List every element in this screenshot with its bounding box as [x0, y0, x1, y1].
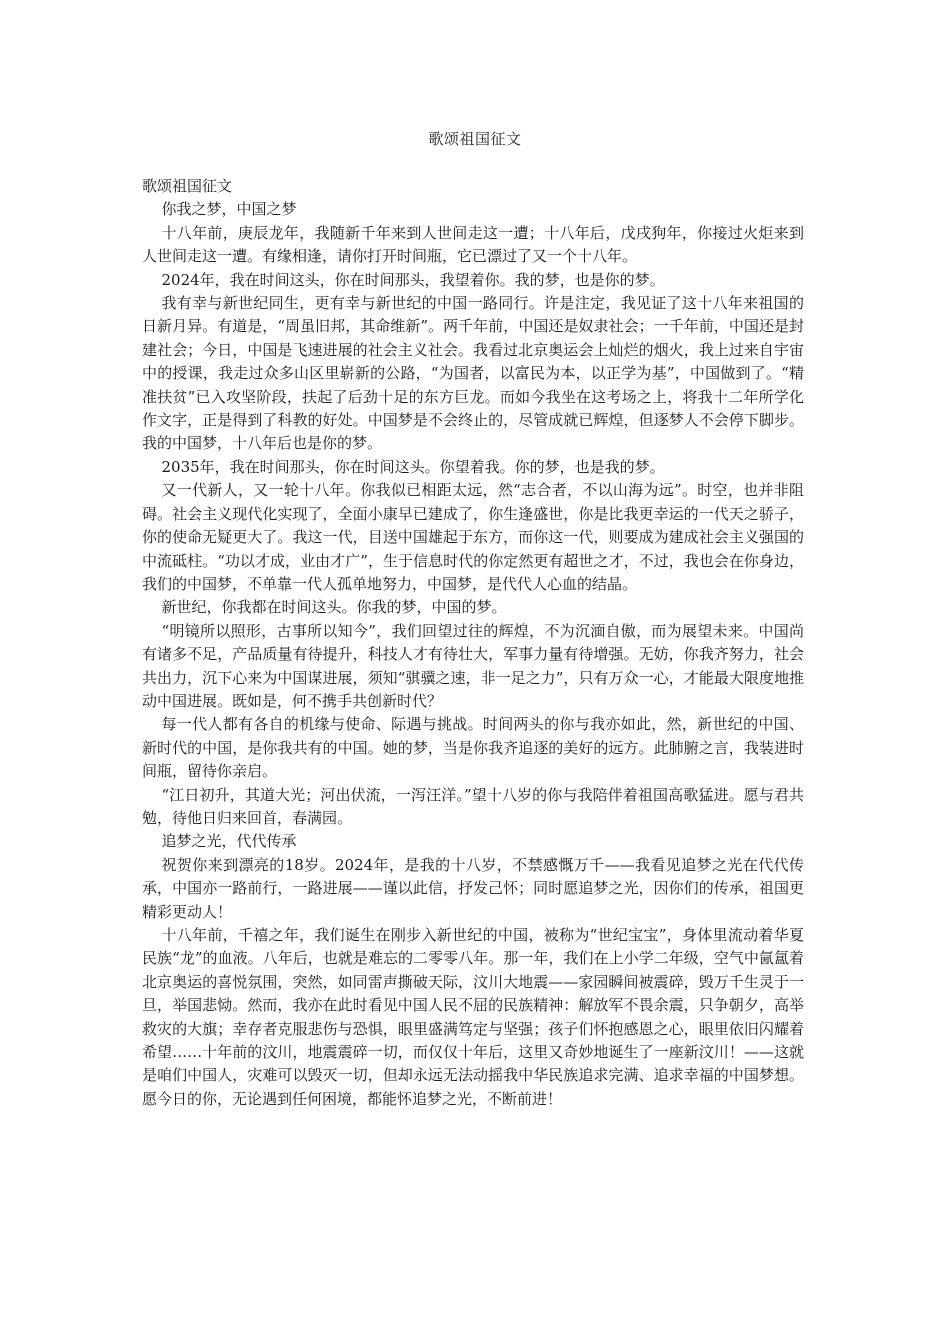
paragraph: “江日初升，其道大光；河出伏流，一泻汪洋。”望十八岁的你与我陪伴着祖国高歌猛进。愿与君共勉，待他日归来回首，春满园。 [142, 785, 804, 827]
paragraph: 每一代人都有各自的机缘与使命、际遇与挑战。时间两头的你与我亦如此，然，新世纪的中国、新时代的中国，是你我共有的中国。她的梦，当是你我齐追逐的美好的远方。此肺腑之言，我装进时间瓶，留待你亲启。 [142, 715, 804, 781]
paragraph: 新世纪，你我都在时间这头。你我的梦，中国的梦。 [161, 598, 507, 617]
paragraph: 十八年前，千禧之年，我们诞生在刚步入新世纪的中国，被称为“世纪宝宝”，身体里流动着华夏民族“龙”的血液。八年后，也就是难忘的二零零八年。那一年，我们在上小学二年级，空气中氤氲着北京奥运的喜悦氛围，突然，如同雷声撕破天际，汶川大地震——家园瞬间被震碎，毁万千生灵于一旦，举国悲恸。然而，我亦在此时看见中国人民不屈的民族精神：解放军不畏余震，只争朝夕，高举救灾的大旗；幸存者克服悲伤与恐惧，眼里盛满笃定与坚强；孩子们怀抱感恩之心，眼里依旧闪耀着希望……十年前的汶川，地震震碎一切，而仅仅十年后，这里又奇妙地诞生了一座新汶川！——这就是咱们中国人，灾难可以毁灭一切，但却永远无法动摇我中华民族追求完满、追求幸福的中国梦想。愿今日的你，无论遇到任何困境，都能怀追梦之光，不断前进！ [142, 926, 804, 1108]
paragraph: 又一代新人，又一轮十八年。你我似已相距太远，然“志合者，不以山海为远”。时空，也并非阻碍。社会主义现代化实现了，全面小康早已建成了，你生逢盛世，你是比我更幸运的一代天之骄子，你的使命无疑更大了。我这一代，目送中国雄起于东方，而你这一代，则要成为建成社会主义强国的中流砥柱。“功以才成，业由才广”，生于信息时代的你定然更有超世之才，不过，我也会在你身边，我们的中国梦，不单靠一代人孤单地努力，中国梦，是代代人心血的结晶。 [142, 481, 804, 593]
document-body [142, 175, 804, 1111]
paragraph: 祝贺你来到漂亮的18岁。2024年，是我的十八岁，不禁感慨万千——我看见追梦之光在代代传承，中国亦一路前行，一路进展——谨以此信，抒发己怀；同时愿追梦之光，因你们的传承，祖国更精彩更动人！ [142, 855, 804, 921]
paragraph: 我有幸与新世纪同生，更有幸与新世纪的中国一路同行。许是注定，我见证了这十八年来祖国的日新月异。有道是，“周虽旧邦，其命维新”。两千年前，中国还是奴隶社会；一千年前，中国还是封建社会；今日，中国是飞速进展的社会主义社会。我看过北京奥运会上灿烂的烟火，我上过来自宇宙中的授课，我走过众多山区里崭新的公路，“为国者，以富民为本，以正学为基”，中国做到了。“精准扶贫”已入攻坚阶段，扶起了后劲十足的东方巨龙。而如今我坐在这考场之上，将我十二年所学化作文字，正是得到了科教的好处。中国梦是不会终止的，尽管成就已辉煌，但逐梦人不会停下脚步。我的中国梦，十八年后也是你的梦。 [142, 294, 804, 453]
page-title: 歌颂祖国征文 [428, 130, 522, 148]
paragraph: 2024年，我在时间这头，你在时间那头，我望着你。我的梦，也是你的梦。 [161, 270, 665, 289]
paragraph: “明镜所以照形，古事所以知今”，我们回望过往的辉煌，不为沉湎自傲，而为展望未来。中国尚有诸多不足，产品质量有待提升，科技人才有待壮大，军事力量有待增强。无妨，你我齐努力，社会共出力，沉下心来为中国谋进展，须知“骐骥之速，非一足之力”，只有万众一心，才能最大限度地推动中国进展。既如是，何不携手共创新时代？ [142, 621, 804, 710]
section-heading: 你我之梦，中国之梦 [161, 200, 297, 219]
document-subtitle: 歌颂祖国征文 [142, 177, 233, 195]
paragraph: 2035年，我在时间那头，你在时间这头。你望着我。你的梦，也是我的梦。 [161, 457, 665, 476]
paragraph: 十八年前，庚辰龙年，我随新千年来到人世间走这一遭；十八年后，戊戌狗年，你接过火炬来到人世间走这一遭。有缘相逢，请你打开时间瓶，它已漂过了又一个十八年。 [142, 223, 804, 266]
section-heading: 追梦之光，代代传承 [161, 832, 297, 851]
